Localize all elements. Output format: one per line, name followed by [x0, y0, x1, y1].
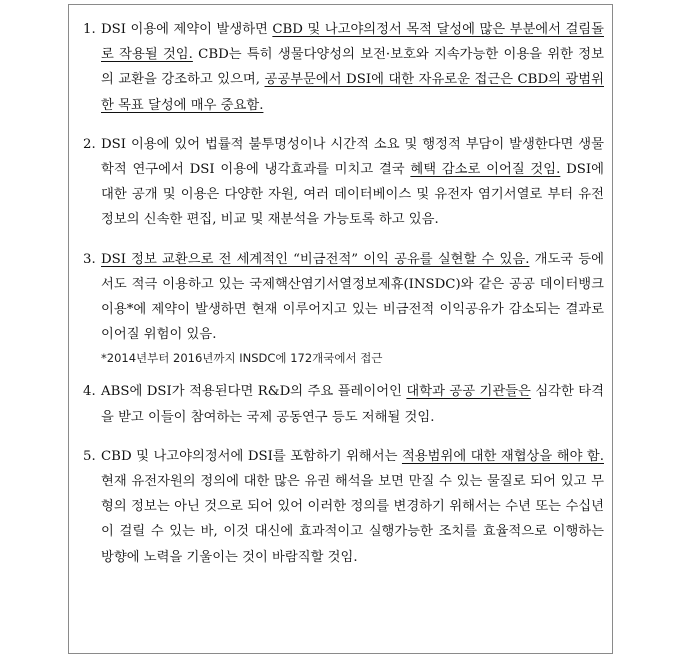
- item-text-segment: DSI 이용에 제약이 발생하면: [101, 22, 273, 37]
- item-text-segment: 개도국 등에서도 적극 이용하고 있는 국제핵산염기서열정보제휴(INSDC)와 같은 공공 데이터뱅크 이용*에 제약이 발생하면 현재 이루어지고 있는 비금전적 이익공유가 감소되는 결과로 이어질 위험이 있음.: [101, 251, 604, 343]
- item-text-segment: DSI 이용에 있어 법률적 불투명성이나 시간적 소요 및 행정적 부담이 발생한다면 생물학적 연구에서 DSI 이용에 냉각효과를 미치고 결국: [101, 136, 604, 178]
- item-text-segment: ABS에 DSI가 적용된다면 R&D의 주요 플레이어인: [101, 384, 407, 400]
- item-number: 5.: [83, 448, 96, 464]
- footnote: *2014년부터 2016년까지 INSDC에 172개국에서 접근: [101, 351, 383, 366]
- underlined-text-segment: DSI 정보 교환으로 전 세계적인 “비금전적” 이익 공유를 실현할 수 있음.: [101, 251, 530, 267]
- item-number: 3.: [83, 251, 96, 267]
- list-item-3: [83, 247, 604, 370]
- underlined-text-segment: 공공부문에서 DSI에 대한 자유로운 접근은 CBD의 광범위한 목표 달성에 매우 중요함.: [101, 72, 604, 113]
- item-text-segment: DSI에 대한 공개 및 이용은 다양한 자원, 여러 데이터베이스 및 유전자 염기서열로 부터 유전정보의 신속한 편집, 비교 및 재분석을 가능토록 하고 있음.: [101, 162, 604, 228]
- item-text-segment: 심각한 타격을 받고 이들이 참여하는 국제 공동연구 등도 저해될 것임.: [101, 384, 604, 425]
- list-item-4: [83, 379, 604, 429]
- list-item-5: [83, 444, 604, 570]
- item-text-segment: 현재 유전자원의 정의에 대한 많은 유권 해석을 보면 만질 수 있는 물질로 되어 있고 무형의 정보는 아닌 것으로 되어 있어 이러한 정의를 변경하기 위해서는 수년 또는 수십년이 걸릴 수 있는 바, 이것 대신에 효과적이고 실행가능한 조치를 효율적으로 이행하는 방향에 노력을 기울이는 것이 바람직할 것임.: [101, 474, 604, 565]
- item-number: 2.: [83, 136, 96, 152]
- underlined-text-segment: 혜택 감소로 이어질 것임.: [410, 162, 561, 178]
- item-text-segment: CBD 및 나고야의정서에 DSI를 포함하기 위해서는: [101, 448, 402, 464]
- underlined-text-segment: 적용범위에 대한 재협상을 해야 함.: [401, 448, 604, 464]
- item-text-segment: CBD는 특히 생물다양성의 보전·보호와 지속가능한 이용을 위한 정보의 교환을 강조하고 있으며,: [101, 47, 604, 88]
- item-number: 1.: [83, 22, 96, 37]
- list-item-2: [83, 132, 604, 233]
- list-item-1: [83, 17, 604, 118]
- document-box: [68, 4, 613, 654]
- item-number: 4.: [83, 384, 96, 400]
- underlined-text-segment: CBD 및 나고야의정서 목적 달성에 많은 부분에서 걸림돌로 작용될 것임.: [101, 22, 604, 63]
- underlined-text-segment: 대학과 공공 기관들은: [406, 384, 531, 400]
